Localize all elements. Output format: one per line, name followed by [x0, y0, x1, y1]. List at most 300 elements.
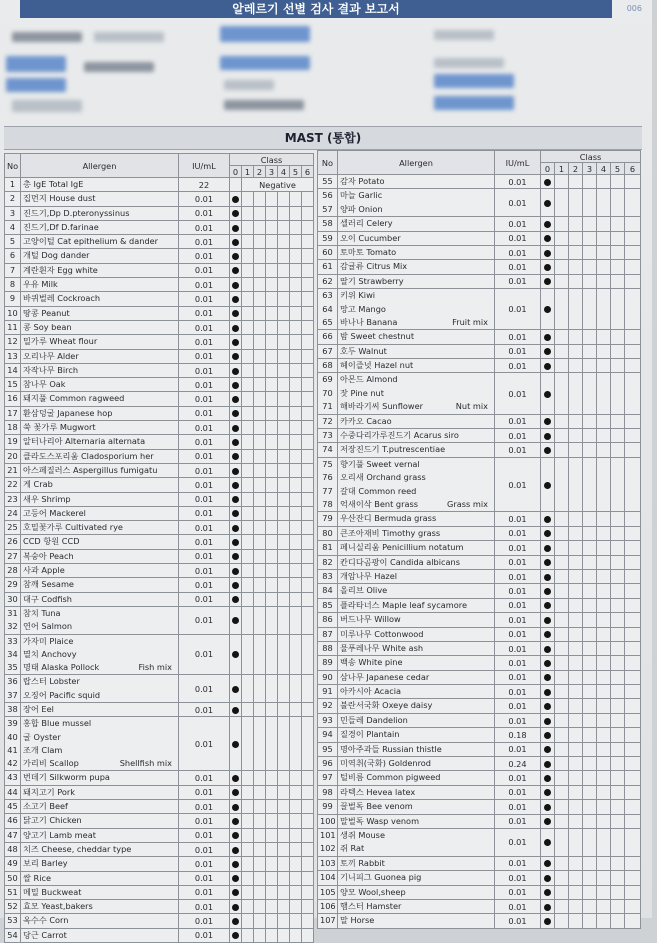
iu-value: 0.01 — [495, 885, 541, 899]
iu-value: 0.01 — [495, 871, 541, 885]
allergen-name — [338, 189, 495, 217]
class-cell — [242, 220, 254, 234]
class-value-header: 2 — [569, 163, 583, 175]
mix-group-label: Nut mix — [455, 401, 488, 412]
class-cell — [569, 641, 583, 655]
class-cell — [541, 800, 555, 814]
class-cell — [541, 429, 555, 443]
allergen-number-text: 98 — [322, 786, 333, 797]
class-cell — [569, 728, 583, 742]
iu-value: 0.01 — [495, 344, 541, 358]
allergen-number — [318, 584, 338, 598]
class-cell — [597, 613, 611, 627]
class-cell — [597, 785, 611, 799]
allergen-name-text: 말 Horse — [340, 915, 375, 926]
allergen-name-text: CCD 항원 CCD — [23, 536, 80, 547]
class-cell — [555, 785, 569, 799]
class-cell — [555, 359, 569, 373]
class-cell — [597, 457, 611, 512]
class-cell — [611, 699, 625, 713]
allergen-number-text: 76 — [322, 472, 333, 483]
class-cell — [541, 828, 555, 856]
class-negative: Negative — [242, 178, 314, 192]
allergen-number-text: 45 — [7, 801, 18, 812]
class-cell — [242, 349, 254, 363]
class-cell — [611, 344, 625, 358]
class-cell — [583, 670, 597, 684]
class-cell — [597, 175, 611, 189]
allergen-number-text: 30 — [7, 593, 18, 604]
class-0-dot — [232, 496, 239, 503]
class-cell — [597, 800, 611, 814]
iu-value: 0.01 — [179, 771, 230, 785]
allergen-name-text: 명태 Alaska Pollock — [23, 662, 100, 673]
class-cell — [597, 641, 611, 655]
allergen-name — [21, 606, 179, 634]
class-cell — [569, 670, 583, 684]
class-cell — [611, 785, 625, 799]
class-0-dot — [232, 239, 239, 246]
class-cell — [611, 175, 625, 189]
class-cell — [583, 569, 597, 583]
class-0-dot — [544, 235, 551, 242]
class-cell — [290, 235, 302, 249]
section-title: MAST (통합) — [4, 126, 642, 150]
class-0-dot — [232, 296, 239, 303]
class-cell — [583, 713, 597, 727]
class-cell — [611, 914, 625, 928]
class-0-dot — [544, 574, 551, 581]
class-cell — [569, 828, 583, 856]
class-cell — [290, 900, 302, 914]
allergen-number — [5, 178, 21, 192]
iu-value: 0.01 — [495, 443, 541, 457]
class-cell — [611, 828, 625, 856]
allergen-name-text: 장어 Eel — [23, 703, 54, 714]
class-cell — [541, 670, 555, 684]
allergen-number-text: 6 — [9, 250, 16, 261]
class-cell — [278, 206, 290, 220]
allergen-table-left — [4, 153, 314, 943]
class-cell — [290, 828, 302, 842]
class-value-header: 6 — [302, 166, 314, 178]
allergen-name-text: 홍합 Blue mussel — [23, 718, 92, 729]
table-row — [318, 613, 641, 627]
allergen-number-text: 36 — [7, 676, 18, 687]
allergen-number — [5, 421, 21, 435]
class-cell — [569, 771, 583, 785]
class-0-dot — [544, 200, 551, 207]
table-row — [5, 800, 314, 814]
allergen-name — [338, 685, 495, 699]
class-cell — [278, 506, 290, 520]
allergen-name-text: 토끼 Rabbit — [340, 857, 385, 868]
class-cell — [541, 245, 555, 259]
class-cell — [302, 549, 314, 563]
class-0-dot — [232, 651, 239, 658]
class-cell — [278, 306, 290, 320]
allergen-name-text: 삼나무 Japanese cedar — [340, 671, 430, 682]
allergen-name-text: 번데기 Silkworm pupa — [23, 772, 110, 783]
table-row — [5, 521, 314, 535]
allergen-number-text: 32 — [7, 621, 18, 632]
class-cell — [583, 274, 597, 288]
class-cell — [290, 702, 302, 716]
class-0-dot — [232, 582, 239, 589]
class-0-dot — [232, 832, 239, 839]
class-value-header: 4 — [597, 163, 611, 175]
class-cell — [611, 245, 625, 259]
class-cell — [254, 549, 266, 563]
table-row — [5, 463, 314, 477]
allergen-name-text: 효모 Yeast,bakers — [23, 901, 93, 912]
class-cell — [254, 506, 266, 520]
class-0-dot — [544, 818, 551, 825]
allergen-number — [318, 245, 338, 259]
class-cell — [230, 521, 242, 535]
class-cell — [611, 584, 625, 598]
allergen-number-text: 64 — [322, 303, 333, 314]
allergen-name-text: 가리비 Scallop — [23, 758, 79, 769]
allergen-name-text: 오리새 Orchand grass — [340, 472, 426, 483]
redacted-field — [434, 96, 514, 110]
iu-value: 0.01 — [495, 260, 541, 274]
class-cell — [597, 742, 611, 756]
class-cell — [242, 320, 254, 334]
class-cell — [254, 206, 266, 220]
class-0-dot — [232, 210, 239, 217]
class-cell — [278, 634, 290, 675]
class-cell — [625, 443, 641, 457]
allergen-name — [338, 584, 495, 598]
allergen-number-text: 21 — [7, 464, 18, 475]
class-cell — [266, 828, 278, 842]
class-cell — [541, 728, 555, 742]
iu-value: 0.01 — [179, 435, 230, 449]
class-cell — [290, 220, 302, 234]
class-cell — [230, 435, 242, 449]
allergen-name — [338, 260, 495, 274]
allergen-number-text: 105 — [320, 886, 336, 897]
class-cell — [555, 569, 569, 583]
class-cell — [254, 192, 266, 206]
allergen-name — [338, 613, 495, 627]
class-cell — [254, 928, 266, 942]
class-cell — [290, 606, 302, 634]
class-0-dot — [544, 588, 551, 595]
class-cell — [569, 785, 583, 799]
class-cell — [266, 263, 278, 277]
class-cell — [555, 289, 569, 330]
allergen-number — [318, 742, 338, 756]
allergen-name-text: 쌀 Rice — [23, 872, 52, 883]
table-row — [318, 189, 641, 217]
allergen-name-text: 옥수수 Corn — [23, 915, 69, 926]
class-cell — [290, 449, 302, 463]
table-row — [318, 260, 641, 274]
allergen-number — [318, 274, 338, 288]
table-row — [318, 800, 641, 814]
allergen-number — [5, 675, 21, 703]
class-0-dot — [232, 425, 239, 432]
iu-value: 0.01 — [179, 206, 230, 220]
class-cell — [254, 857, 266, 871]
iu-value: 0.01 — [179, 828, 230, 842]
allergen-number — [318, 914, 338, 928]
class-cell — [597, 856, 611, 870]
class-cell — [230, 634, 242, 675]
class-cell — [583, 526, 597, 540]
class-cell — [278, 549, 290, 563]
table-row — [318, 359, 641, 373]
class-0-dot — [232, 267, 239, 274]
allergen-name-text: 참나무 Oak — [23, 379, 66, 390]
class-cell — [254, 292, 266, 306]
iu-value: 0.01 — [495, 231, 541, 245]
table-row — [318, 443, 641, 457]
allergen-name — [21, 857, 179, 871]
class-cell — [611, 541, 625, 555]
allergen-number — [318, 344, 338, 358]
class-cell — [625, 260, 641, 274]
class-cell — [278, 478, 290, 492]
table-row — [5, 492, 314, 506]
class-cell — [597, 670, 611, 684]
class-cell — [302, 220, 314, 234]
class-cell — [569, 245, 583, 259]
class-cell — [555, 613, 569, 627]
iu-value: 0.01 — [179, 363, 230, 377]
table-row — [318, 429, 641, 443]
allergen-number-text: 75 — [322, 458, 333, 469]
class-cell — [278, 292, 290, 306]
allergen-number-text: 54 — [7, 929, 18, 940]
class-cell — [611, 555, 625, 569]
class-cell — [278, 717, 290, 771]
class-cell — [278, 871, 290, 885]
class-cell — [278, 842, 290, 856]
class-cell — [555, 429, 569, 443]
table-row — [5, 292, 314, 306]
class-0-dot — [232, 707, 239, 714]
class-cell — [555, 871, 569, 885]
class-cell — [254, 478, 266, 492]
class-cell — [266, 335, 278, 349]
class-cell — [302, 378, 314, 392]
class-cell — [290, 871, 302, 885]
class-cell — [597, 359, 611, 373]
class-cell — [302, 392, 314, 406]
allergen-name — [338, 429, 495, 443]
class-cell — [541, 189, 555, 217]
table-row — [5, 378, 314, 392]
class-cell — [254, 421, 266, 435]
class-cell — [302, 449, 314, 463]
allergen-name-text: 미역취(국화) Goldenrod — [340, 758, 431, 769]
class-cell — [611, 289, 625, 330]
class-cell — [541, 274, 555, 288]
class-cell — [541, 871, 555, 885]
table-row — [318, 785, 641, 799]
allergen-name-text: 불란서국화 Oxeye daisy — [340, 700, 433, 711]
allergen-number — [318, 457, 338, 512]
class-cell — [290, 378, 302, 392]
class-0-dot — [232, 510, 239, 517]
table-row — [318, 569, 641, 583]
class-cell — [266, 900, 278, 914]
allergen-name-text: 보리 Barley — [23, 858, 68, 869]
class-cell — [242, 535, 254, 549]
iu-value: 0.01 — [179, 578, 230, 592]
allergen-number-text: 17 — [7, 407, 18, 418]
allergen-name-text: 마늘 Garlic — [340, 190, 383, 201]
allergen-name — [338, 569, 495, 583]
redacted-field — [434, 30, 494, 40]
class-cell — [569, 584, 583, 598]
class-value-header: 6 — [625, 163, 641, 175]
class-cell — [242, 492, 254, 506]
allergen-number-text: 96 — [322, 758, 333, 769]
class-cell — [597, 274, 611, 288]
class-cell — [625, 871, 641, 885]
class-cell — [625, 217, 641, 231]
class-cell — [302, 828, 314, 842]
class-value-header: 1 — [555, 163, 569, 175]
class-cell — [278, 900, 290, 914]
class-cell — [541, 359, 555, 373]
iu-value: 0.01 — [495, 828, 541, 856]
class-cell — [541, 598, 555, 612]
class-cell — [266, 549, 278, 563]
class-0-dot — [544, 839, 551, 846]
class-cell — [242, 549, 254, 563]
class-cell — [555, 641, 569, 655]
allergen-number-text: 106 — [320, 900, 336, 911]
class-cell — [266, 463, 278, 477]
class-value-header: 0 — [541, 163, 555, 175]
allergen-number — [318, 800, 338, 814]
table-row — [5, 634, 314, 675]
allergen-number — [318, 526, 338, 540]
table-row — [318, 555, 641, 569]
iu-value: 0.01 — [179, 235, 230, 249]
allergen-number — [318, 569, 338, 583]
class-cell — [583, 742, 597, 756]
class-cell — [242, 702, 254, 716]
allergen-number-text: 58 — [322, 218, 333, 229]
allergen-number-text: 97 — [322, 772, 333, 783]
class-cell — [583, 373, 597, 414]
class-0-dot — [232, 468, 239, 475]
iu-value: 0.01 — [179, 549, 230, 563]
class-cell — [242, 885, 254, 899]
class-cell — [541, 757, 555, 771]
page-number: 006 — [626, 4, 642, 13]
allergen-name-text: 복숭아 Peach — [23, 550, 74, 561]
allergen-number — [5, 320, 21, 334]
allergen-name — [338, 231, 495, 245]
allergen-number — [5, 249, 21, 263]
class-cell — [625, 728, 641, 742]
class-cell — [266, 306, 278, 320]
class-cell — [625, 800, 641, 814]
class-0-dot — [544, 179, 551, 186]
class-cell — [611, 274, 625, 288]
redacted-field — [220, 56, 310, 70]
class-cell — [290, 928, 302, 942]
table-row — [5, 392, 314, 406]
class-cell — [242, 900, 254, 914]
class-cell — [555, 656, 569, 670]
class-cell — [569, 656, 583, 670]
class-cell — [625, 670, 641, 684]
iu-value: 0.01 — [495, 526, 541, 540]
class-cell — [569, 800, 583, 814]
class-cell — [254, 842, 266, 856]
class-cell — [266, 320, 278, 334]
allergen-number — [318, 757, 338, 771]
allergen-name — [338, 175, 495, 189]
class-0-dot — [232, 686, 239, 693]
table-row — [5, 606, 314, 634]
class-cell — [254, 306, 266, 320]
allergen-number — [5, 606, 21, 634]
iu-value: 0.01 — [495, 656, 541, 670]
col-allergen-header: Allergen — [338, 151, 495, 175]
iu-value: 0.01 — [495, 598, 541, 612]
class-cell — [242, 785, 254, 799]
allergen-name — [338, 217, 495, 231]
allergen-name — [21, 378, 179, 392]
class-cell — [290, 463, 302, 477]
class-cell — [278, 828, 290, 842]
class-0-dot — [544, 418, 551, 425]
class-0-dot — [232, 889, 239, 896]
allergen-number-text: 92 — [322, 700, 333, 711]
class-cell — [302, 478, 314, 492]
class-cell — [625, 189, 641, 217]
class-cell — [597, 289, 611, 330]
class-cell — [541, 344, 555, 358]
class-cell — [230, 278, 242, 292]
class-cell — [230, 717, 242, 771]
iu-value: 0.01 — [179, 521, 230, 535]
allergen-number-text: 66 — [322, 331, 333, 342]
table-row — [318, 526, 641, 540]
class-cell — [302, 578, 314, 592]
iu-value: 0.01 — [179, 592, 230, 606]
allergen-number-text: 7 — [9, 264, 16, 275]
class-cell — [569, 217, 583, 231]
class-cell — [266, 421, 278, 435]
class-0-dot — [232, 282, 239, 289]
class-cell — [541, 414, 555, 428]
class-cell — [266, 702, 278, 716]
allergen-number-text: 95 — [322, 743, 333, 754]
allergen-name-text: 가자미 Plaice — [23, 635, 74, 646]
class-cell — [278, 435, 290, 449]
class-cell — [290, 192, 302, 206]
allergen-number — [5, 842, 21, 856]
class-cell — [625, 627, 641, 641]
allergen-number-text: 5 — [9, 236, 16, 247]
allergen-name-text: 키위 Kiwi — [340, 290, 376, 301]
class-cell — [569, 274, 583, 288]
class-0-dot — [232, 368, 239, 375]
allergen-number-text: 81 — [322, 542, 333, 553]
col-iu-header: IU/mL — [179, 154, 230, 178]
mix-group-label: Shellfish mix — [119, 758, 172, 769]
